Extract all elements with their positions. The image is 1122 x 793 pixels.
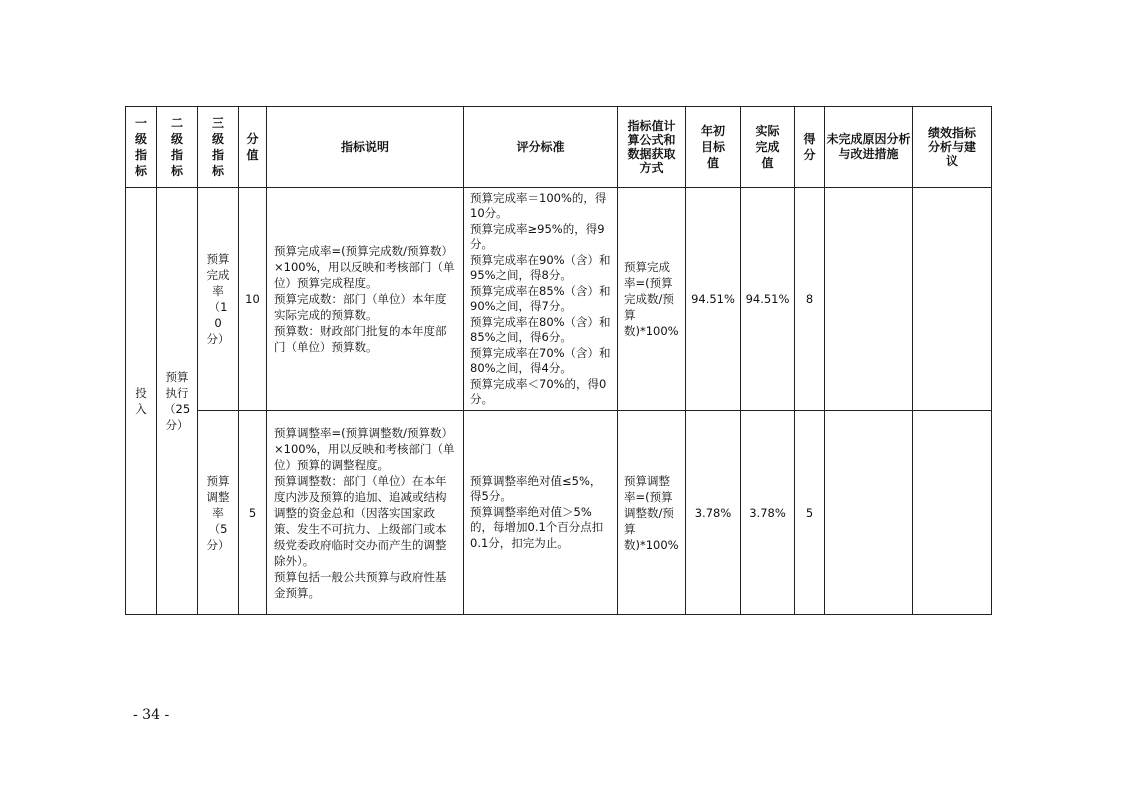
header-actual: 实际完成值 — [741, 107, 795, 188]
actual-cell: 3.78% — [741, 411, 795, 615]
level3-cell: 预算调整率（5分） — [198, 411, 239, 615]
header-formula: 指标值计算公式和数据获取方式 — [618, 107, 686, 188]
table-row — [126, 188, 992, 411]
target-cell: 3.78% — [686, 411, 741, 615]
header-reason: 未完成原因分析与改进措施 — [825, 107, 913, 188]
formula-cell: 预算调整率=(预算调整数/预算数)*100% — [618, 411, 686, 615]
suggestion-cell — [913, 411, 992, 615]
header-criteria: 评分标准 — [464, 107, 618, 188]
level1-cell: 投入 — [126, 188, 157, 615]
level3-cell: 预算完成率（10分） — [198, 188, 239, 411]
header-level1: 一级指标 — [126, 107, 157, 188]
header-target: 年初目标值 — [686, 107, 741, 188]
formula-cell: 预算完成率=(预算完成数/预算数)*100% — [618, 188, 686, 411]
header-suggestion: 绩效指标分析与建议 — [913, 107, 992, 188]
description-cell: 预算调整率=(预算调整数/预算数）×100%，用以反映和考核部门（单位）预算的调整程度。 预算调整数：部门（单位）在本年度内涉及预算的追加、追减或结构调整的资金总和（因落实国家政策、发生不可抗力、上级部门或本级党委政府临时交办而产生的调整除外）。 预算包括一般公共预算与政府性基金预算。 — [267, 411, 464, 615]
header-description: 指标说明 — [267, 107, 464, 188]
header-score-value: 分值 — [239, 107, 267, 188]
header-score: 得分 — [795, 107, 825, 188]
header-row — [126, 107, 992, 188]
reason-cell — [825, 411, 913, 615]
actual-cell: 94.51% — [741, 188, 795, 411]
performance-table — [125, 106, 992, 615]
reason-cell — [825, 188, 913, 411]
header-level2: 二级指标 — [157, 107, 198, 188]
level2-cell: 预算执行（25分） — [157, 188, 198, 615]
criteria-cell: 预算调整率绝对值≤5%，得5分。 预算调整率绝对值＞5%的，每增加0.1个百分点扣0.1分，扣完为止。 — [464, 411, 618, 615]
score-value-cell: 5 — [239, 411, 267, 615]
score-value-cell: 10 — [239, 188, 267, 411]
suggestion-cell — [913, 188, 992, 411]
table-row — [126, 411, 992, 615]
score-cell: 8 — [795, 188, 825, 411]
criteria-cell: 预算完成率＝100%的，得10分。 预算完成率≥95%的，得9分。 预算完成率在90%（含）和95%之间，得8分。 预算完成率在85%（含）和90%之间，得7分。 预算完成率在80%（含）和85%之间，得6分。 预算完成率在70%（含）和80%之间，得4分。 预算完成率＜70%的，得0分。 — [464, 188, 618, 411]
score-cell: 5 — [795, 411, 825, 615]
description-cell: 预算完成率=(预算完成数/预算数）×100%，用以反映和考核部门（单位）预算完成程度。 预算完成数：部门（单位）本年度实际完成的预算数。 预算数：财政部门批复的本年度部门（单位）预算数。 — [267, 188, 464, 411]
target-cell: 94.51% — [686, 188, 741, 411]
header-level3: 三级指标 — [198, 107, 239, 188]
page-number: - 34 - — [133, 707, 170, 723]
